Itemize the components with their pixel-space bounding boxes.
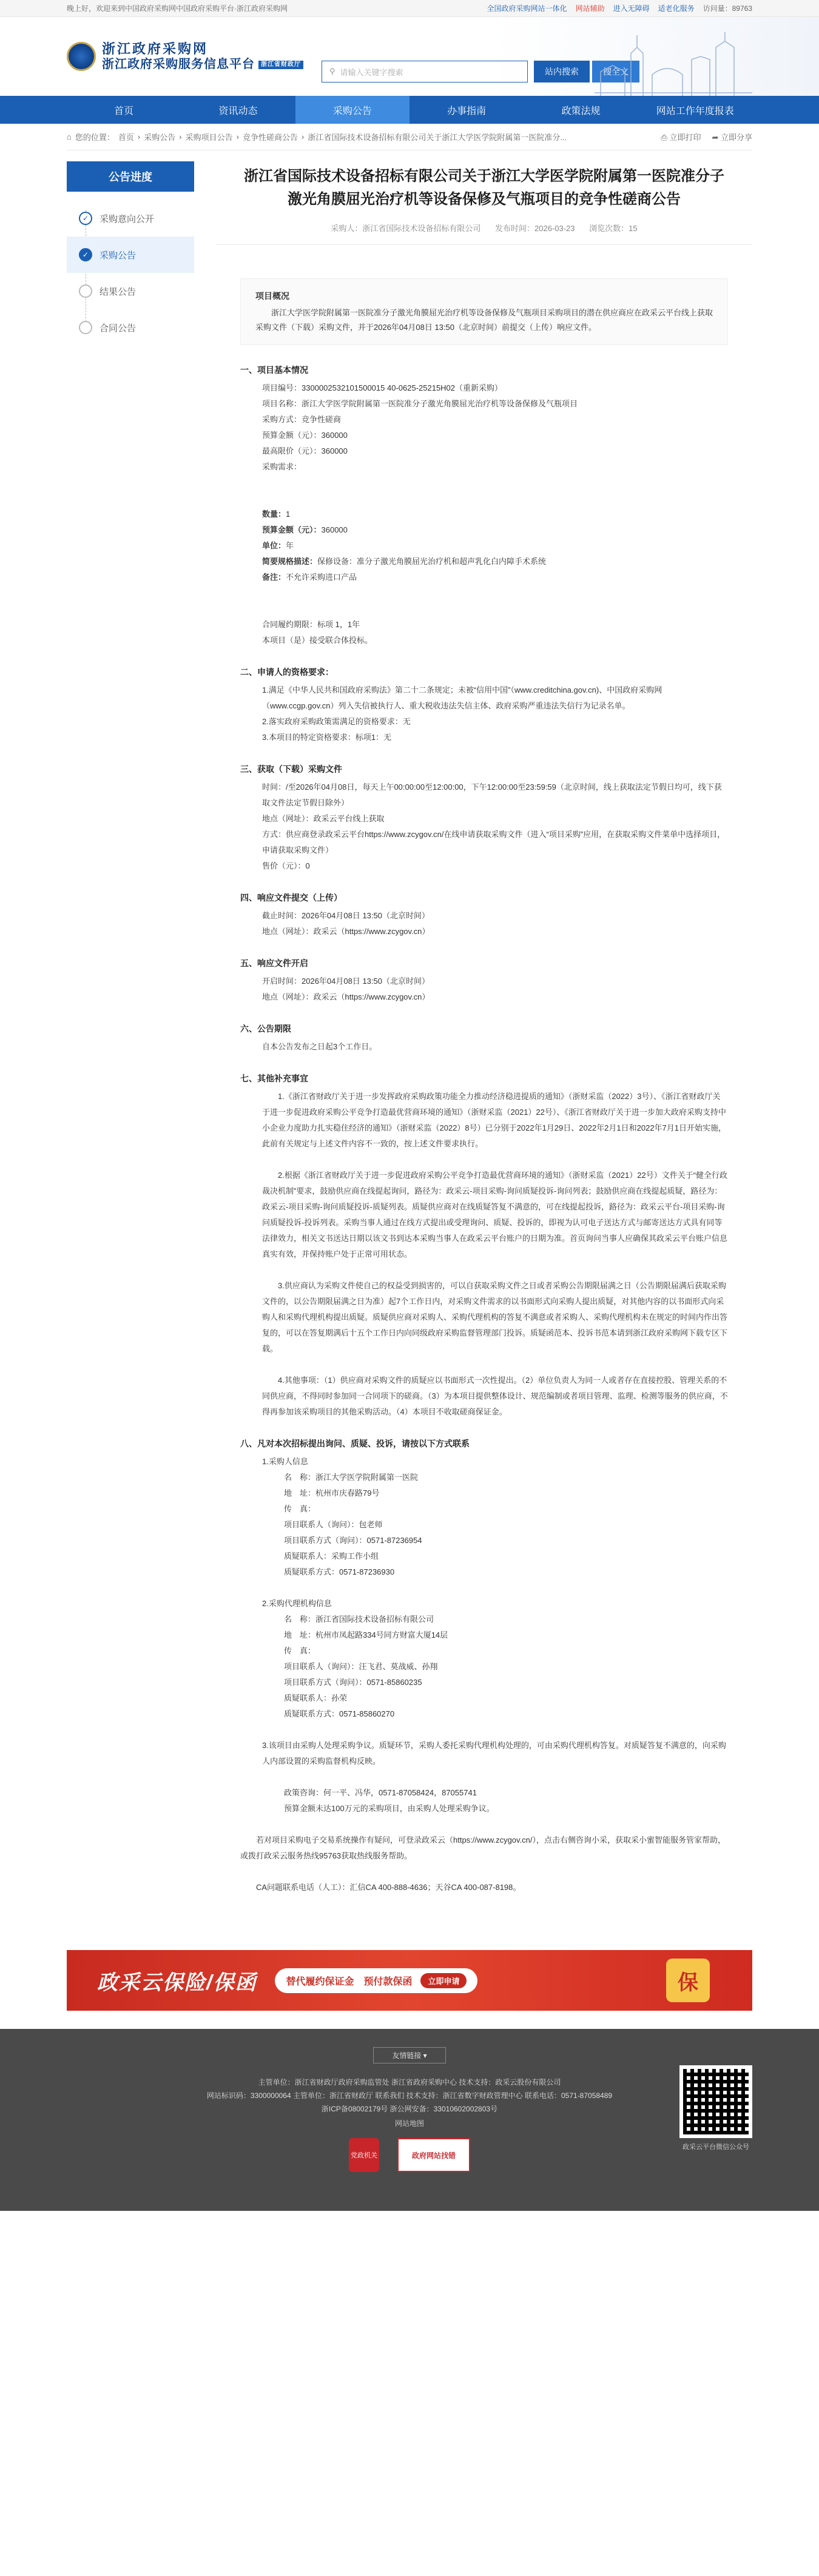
buyer-address: 地 址：杭州市庆春路79号 bbox=[284, 1488, 380, 1498]
breadcrumb-bar bbox=[67, 124, 752, 150]
obtain-price: 售价（元）：0 bbox=[262, 861, 310, 870]
site-header bbox=[0, 17, 819, 96]
summary-text: 浙江大学医学院附属第一医院准分子激光角膜屈光治疗机等设备保修及气瓶项目采购项目的潜在供应商应在政采云平台线上获取采购文件（下载）采购文件，并于2026年04月08日 13:50（北京时间）前提交（上传）响应文件。 bbox=[255, 308, 713, 332]
procurement-method: 采购方式：竞争性磋商 bbox=[262, 415, 342, 424]
dispute-note: 3.该项目由采购人处理采购争议。质疑环节，采购人委托采购代理机构处理的，可由采购代理机构答复。对质疑答复不满意的，向采购人内部设置的采购监督机构反映。 bbox=[262, 1741, 726, 1766]
main-nav bbox=[0, 96, 819, 124]
qualification-item: 1.满足《中华人民共和国政府采购法》第二十二条规定；未被“信用中国”（www.creditchina.gov.cn)、中国政府采购网（www.ccgp.gov.cn）列入失信被执行人、重大税收违法失信主体、政府采购严重违法失信行为记录名单。 bbox=[262, 685, 662, 710]
other-item: 1.《浙江省财政厅关于进一步发挥政府采购政策功能全力推动经济稳进提质的通知》（浙财采监（2022）3号）、《浙江省财政厅关于进一步促进政府采购公平竞争打造最优营商环境的通知》（浙财采监（2021）22号）、《浙江省财政厅关于进一步加大政府采购支持中小企业力度助力扎实稳住经济的通知》（浙财采监（2022）8号）已分别于2022年1月29日、2022年2月1日和2022年7月1日开始实施，此前有关规定与上述文件内容不一致的，按上述文件要求执行。 bbox=[262, 1092, 727, 1148]
buyer-phone: 项目联系方式（询问）：0571-87236954 bbox=[284, 1536, 422, 1545]
progress-sidebar bbox=[67, 161, 194, 1895]
consortium-note: 本项目（是）接受联合体投标。 bbox=[262, 636, 373, 645]
buyer-contact: 项目联系人（询问）：包老师 bbox=[284, 1520, 383, 1529]
requirements-label: 采购需求： bbox=[262, 462, 302, 471]
obtain-method: 方式：供应商登录政采云平台https://www.zcygov.cn/在线申请获取采购文件（进入“项目采购”应用，在获取采购文件菜单中选择项目，申请获取采购文件） bbox=[262, 830, 726, 855]
project-name: 项目名称：浙江大学医学院附属第一医院准分子激光角膜屈光治疗机等设备保修及气瓶项目 bbox=[262, 399, 578, 408]
check-icon: ✓ bbox=[79, 248, 92, 261]
step-result[interactable]: 结果公告 bbox=[67, 273, 194, 309]
section-heading: 八、凡对本次招标提出询问、质疑、投诉，请按以下方式联系 bbox=[240, 1439, 470, 1448]
qualification-item: 2.落实政府采购政策需满足的资格要求：无 bbox=[262, 717, 411, 726]
sidebar-title: 公告进度 bbox=[67, 161, 194, 192]
breadcrumb-negotiation[interactable]: 竞争性磋商公告 bbox=[242, 133, 298, 142]
summary-title: 项目概况 bbox=[255, 291, 289, 301]
breadcrumb-current: 浙江省国际技术设备招标有限公司关于浙江大学医学院附属第一医院准分... bbox=[308, 133, 567, 142]
agent-name: 名 称：浙江省国际技术设备招标有限公司 bbox=[284, 1615, 434, 1624]
insurance-banner[interactable] bbox=[67, 1950, 752, 2011]
step-notice[interactable]: ✓ 采购公告 bbox=[67, 237, 194, 273]
skyline-illustration bbox=[595, 29, 752, 96]
banner-pill: 替代履约保证金 预付款保函 立即申请 bbox=[275, 1968, 477, 1993]
printer-icon: ⎙ bbox=[661, 133, 667, 142]
budget-dispute-note: 预算金额未达100万元的采购项目，由采购人处理采购争议。 bbox=[284, 1804, 494, 1813]
search-input[interactable]: ⚲ 请输入关键字搜索 bbox=[322, 61, 528, 82]
link-elder-mode[interactable]: 适老化服务 bbox=[658, 4, 695, 13]
breadcrumb: ⌂ 您的位置： 首页 › 采购公告 › 采购项目公告 › 竞争性磋商公告 › 浙江省国际技术设备招标有限公司关于浙江大学医学院附属第一医院准分... bbox=[67, 132, 567, 142]
search-bar bbox=[322, 61, 639, 82]
section-heading: 六、公告期限 bbox=[240, 1024, 291, 1034]
section-heading: 五、响应文件开启 bbox=[240, 958, 308, 968]
main-area bbox=[67, 161, 752, 1895]
circle-icon bbox=[79, 321, 92, 334]
agent-fax: 传 真： bbox=[284, 1646, 316, 1655]
emblem-icon bbox=[67, 42, 96, 71]
section-heading: 四、响应文件提交（上传） bbox=[240, 893, 342, 903]
section-contact bbox=[240, 1436, 728, 1817]
agent-complaint-contact: 质疑联系人：孙荣 bbox=[284, 1693, 348, 1703]
step-intent[interactable]: ✓ 采购意向公开 bbox=[67, 200, 194, 237]
section-basic-info bbox=[240, 362, 728, 648]
req-unit: 单位：年 bbox=[262, 541, 294, 550]
check-icon: ✓ bbox=[79, 212, 92, 225]
banner-title: 政采云保险/保函 bbox=[97, 1971, 257, 1994]
footer-line: 浙ICP备08002179号 浙公网安备：33010602002803号 bbox=[321, 2105, 498, 2113]
other-item: 2.根据《浙江省财政厅关于进一步促进政府采购公平竞争打造最优营商环境的通知》（浙财采监（2021）22号）文件关于“健全行政裁决机制”要求，鼓励供应商在线提起询问，路径为：政采云-项目采购-询问质疑投诉-询问列表；鼓励供应商在线提起质疑，路径为：政采云-项目采购-询问质疑投诉-质疑列表。质疑供应商对在线质疑答复不满意的，可在线提起投诉，路径为：政采云平台-项目采购-询问质疑投诉-投诉列表。采购当事人通过在线方式提出或受理询问、质疑、投诉的，即视为认可电子送达方式与邮寄送达方式具有同等法律效力，相关文书送达日期以该文书到达本采购当事人在政采云平台账户的日期为准。首页询问当事人应确保其政采云平台账户信息真实有效，并保持账户处于正常可用状态。 bbox=[262, 1171, 728, 1259]
other-item: 4.其他事项：（1）供应商对采购文件的质疑应以书面形式一次性提出。（2）单位负责人为同一人或者存在直接控股、管理关系的不同供应商，不得同时参加同一合同项下的磋商。（3）为本项目提供整体设计、规范编制或者项目管理、监理、检测等服务的供应商，不得再参加该采购项目的其他采购活动。（4）本项目不收取磋商保证金。 bbox=[262, 1376, 728, 1416]
top-strip bbox=[0, 0, 819, 17]
home-icon: ⌂ bbox=[67, 132, 72, 141]
section-heading: 七、其他补充事宜 bbox=[240, 1074, 308, 1083]
step-contract[interactable]: 合同公告 bbox=[67, 309, 194, 346]
visits-counter: 访问量：89763 bbox=[703, 4, 752, 13]
nav-news[interactable]: 资讯动态 bbox=[218, 106, 258, 116]
link-site-assist[interactable]: 网站辅助 bbox=[575, 4, 605, 13]
share-icon: ➦ bbox=[712, 133, 719, 142]
req-budget: 预算金额（元）：360000 bbox=[262, 525, 348, 534]
submission-deadline: 截止时间：2026年04月08日 13:50（北京时间） bbox=[262, 911, 430, 920]
friend-links-select[interactable]: 友情链接 ▾ bbox=[373, 2047, 446, 2063]
apply-button[interactable]: 立即申请 bbox=[420, 1973, 467, 1988]
buyer-complaint-contact: 质疑联系人：采购工作小组 bbox=[284, 1552, 379, 1561]
site-logo[interactable] bbox=[67, 41, 303, 73]
submission-location: 地点（网址）：政采云（https://www.zcygov.cn） bbox=[262, 927, 430, 936]
print-button[interactable]: ⎙ 立即打印 bbox=[661, 133, 701, 142]
agent-complaint-phone: 质疑联系方式：0571-85860270 bbox=[284, 1709, 395, 1718]
section-opening bbox=[240, 955, 728, 1005]
article-body bbox=[240, 362, 728, 1895]
site-tag: 浙江省财政厅 bbox=[258, 61, 303, 70]
page-tools bbox=[661, 131, 752, 143]
notice-period: 自本公告发布之日起3个工作日。 bbox=[262, 1042, 377, 1051]
agent-phone: 项目联系方式（询问）：0571-85860235 bbox=[284, 1678, 422, 1687]
opening-location: 地点（网址）：政采云（https://www.zcygov.cn） bbox=[262, 992, 430, 1001]
shield-icon: 保 bbox=[666, 1959, 710, 2002]
max-price: 最高限价（元）：360000 bbox=[262, 446, 348, 456]
agent-title: 2.采购代理机构信息 bbox=[262, 1599, 332, 1608]
link-unified-site[interactable]: 全国政府采购网站一体化 bbox=[487, 4, 567, 13]
other-item: 3.供应商认为采购文件使自己的权益受到损害的，可以自获取采购文件之日或者采购公告期限届满之日（公告期限届满后获取采购文件的，以公告期限届满之日为准）起7个工作日内，对采购文件需求的以书面形式向采购人提出质疑，对其他内容的以书面形式向采购人和采购代理机构提出质疑。质疑供应商对采购人、采购代理机构的答复不满意或者采购人、采购代理机构未在规定的时间内作出答复的，可以在答复期满后十五个工作日内向同级政府采购监督管理部门投诉。质疑函范本、投诉书范本请到浙江政府采购网下载专区下载。 bbox=[262, 1281, 728, 1353]
site-error-report-badge[interactable]: 政府网站找错 bbox=[397, 2138, 470, 2172]
site-search-button[interactable]: 站内搜索 bbox=[534, 61, 590, 82]
nav-policy[interactable]: 政策法规 bbox=[561, 106, 601, 116]
help-note: 若对项目采购电子交易系统操作有疑问，可登录政采云（https://www.zcygov.cn/），点击右侧咨询小采，获取采小蜜智能服务管家帮助，或拨打政采云服务热线95763获取热线服务帮助。 bbox=[240, 1835, 726, 1860]
section-period bbox=[240, 1021, 728, 1055]
search-icon: ⚲ bbox=[329, 67, 335, 76]
progress-steps bbox=[67, 192, 194, 346]
article-meta bbox=[216, 222, 752, 245]
site-subtitle: 浙江政府采购服务信息平台 浙江省财政厅 bbox=[102, 57, 303, 72]
article-source: 采购人：浙江省国际技术设备招标有限公司 bbox=[331, 224, 481, 233]
wechat-qr bbox=[679, 2065, 752, 2151]
site-footer bbox=[0, 2029, 819, 2211]
ca-contact: CA问题联系电话（人工）：汇信CA 400-888-4636；天谷CA 400-087-8198。 bbox=[256, 1883, 521, 1892]
agent-contact: 项目联系人（询问）：汪飞君、莫战威、孙翔 bbox=[284, 1662, 438, 1671]
policy-consult: 政策咨询：何一平、冯华，0571-87058424，87055741 bbox=[284, 1788, 477, 1797]
budget-amount: 预算金额（元）：360000 bbox=[262, 431, 348, 440]
sitemap-link[interactable]: 网站地图 bbox=[394, 2119, 424, 2128]
qr-caption: 政采云平台微信公众号 bbox=[682, 2144, 749, 2151]
obtain-time: 时间：/至2026年04月08日，每天上午00:00:00至12:00:00，下午12:00:00至23:59:59（北京时间，线上获取法定节假日均可，线下获取文件法定节假日除外） bbox=[262, 782, 722, 807]
buyer-name: 名 称：浙江大学医学院附属第一医院 bbox=[284, 1473, 419, 1482]
footer-line: 主管单位：浙江省财政厅政府采购监管处 浙江省政府采购中心 技术支持：政采云股份有限公司 bbox=[258, 2078, 561, 2087]
gov-badge-icon[interactable]: 党政机关 bbox=[349, 2138, 379, 2172]
share-button[interactable]: ➦ 立即分享 bbox=[712, 133, 752, 142]
footer-info bbox=[67, 2076, 752, 2116]
nav-home[interactable]: 首页 bbox=[114, 106, 134, 116]
req-quantity: 数量：1 bbox=[262, 509, 291, 519]
project-summary bbox=[240, 278, 728, 345]
nav-procurement-notices[interactable]: 采购公告 bbox=[295, 96, 410, 124]
qualification-item: 3.本项目的特定资格要求：标项1：无 bbox=[262, 733, 392, 742]
article-title: 浙江省国际技术设备招标有限公司关于浙江大学医学院附属第一医院准分子激光角膜屈光治疗机等设备保修及气瓶项目的竞争性磋商公告 bbox=[244, 168, 724, 207]
top-links bbox=[487, 3, 752, 13]
section-other bbox=[240, 1071, 728, 1420]
circle-icon bbox=[79, 284, 92, 298]
req-spec: 简要规格描述：保修设备：准分子激光角膜屈光治疗机和超声乳化白内障手术系统 bbox=[262, 557, 547, 566]
breadcrumb-notices[interactable]: 采购公告 bbox=[144, 133, 176, 142]
article bbox=[216, 161, 752, 1895]
nav-guide[interactable]: 办事指南 bbox=[447, 106, 487, 116]
site-title: 浙江政府采购网 bbox=[102, 41, 209, 56]
agent-address: 地 址：杭州市凤起路334号同方财富大厦14层 bbox=[284, 1630, 448, 1639]
section-submission bbox=[240, 890, 728, 940]
breadcrumb-home[interactable]: 首页 bbox=[118, 133, 134, 142]
fulltext-search-button[interactable]: 搜全文 bbox=[592, 61, 639, 82]
project-number: 项目编号：3300002532101500015 40-0625-25215H02（重新采购） bbox=[262, 383, 503, 392]
breadcrumb-project-notices[interactable]: 采购项目公告 bbox=[185, 133, 233, 142]
buyer-title: 1.采购人信息 bbox=[262, 1457, 308, 1466]
nav-annual-report[interactable]: 网站工作年度报表 bbox=[656, 106, 734, 116]
opening-time: 开启时间：2026年04月08日 13:50（北京时间） bbox=[262, 977, 430, 986]
section-heading: 一、项目基本情况 bbox=[240, 365, 308, 375]
contract-period: 合同履约期限：标项 1，1年 bbox=[262, 620, 360, 629]
section-heading: 二、申请人的资格要求： bbox=[240, 667, 334, 677]
footer-line: 网站标识码：3300000064 主管单位：浙江省财政厅 联系我们 技术支持：浙江省数字财政管理中心 联系电话：0571-87058489 bbox=[206, 2091, 613, 2100]
section-heading: 三、获取（下载）采购文件 bbox=[240, 764, 342, 774]
footer-badges bbox=[67, 2138, 752, 2172]
article-views: 浏览次数：15 bbox=[589, 224, 638, 233]
section-obtain-docs bbox=[240, 761, 728, 874]
buyer-fax: 传 真： bbox=[284, 1504, 316, 1513]
breadcrumb-label: 您的位置： bbox=[75, 133, 115, 142]
article-date: 发布时间：2026-03-23 bbox=[495, 224, 575, 233]
welcome-notice: 晚上好，欢迎来到中国政府采购网中国政府采购平台·浙江政府采购网 bbox=[67, 4, 288, 13]
obtain-location: 地点（网址）：政采云平台线上获取 bbox=[262, 814, 385, 823]
qr-code-icon bbox=[679, 2065, 752, 2138]
link-accessibility[interactable]: 进入无障碍 bbox=[613, 4, 650, 13]
buyer-complaint-phone: 质疑联系方式：0571-87236930 bbox=[284, 1567, 395, 1576]
section-qualification bbox=[240, 664, 728, 745]
req-remark: 备注：不允许采购进口产品 bbox=[262, 573, 357, 582]
